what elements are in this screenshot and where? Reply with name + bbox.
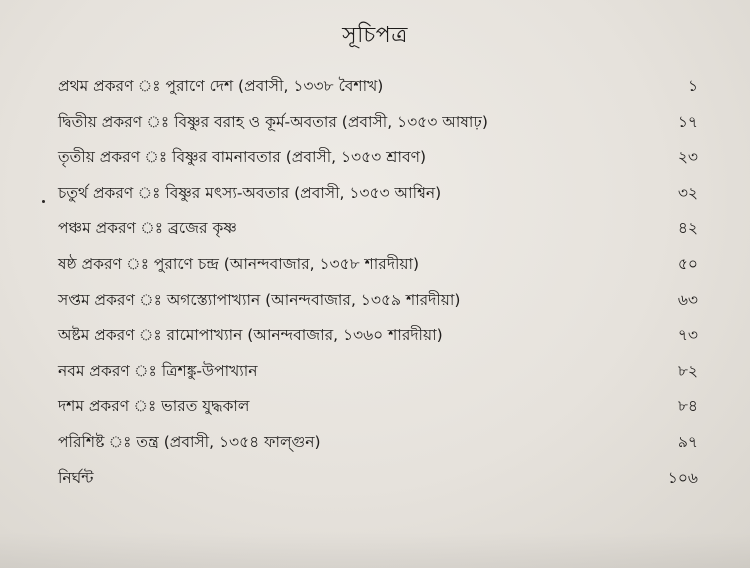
toc-entry-title: দ্বিতীয় প্রকরণ ঃ বিষ্ণুর বরাহ ও কূর্ম-অবতার (প্রবাসী, ১৩৫৩ আষাঢ়) bbox=[58, 112, 488, 131]
toc-entry bbox=[58, 432, 698, 468]
toc-entry bbox=[58, 112, 698, 148]
toc-entry-page: ১ bbox=[687, 77, 698, 95]
toc-entry-title: প্রথম প্রকরণ ঃ পুরাণে দেশ (প্রবাসী, ১৩৩৮ বৈশাখ) bbox=[58, 77, 384, 95]
toc-entry bbox=[58, 290, 698, 326]
toc-entry bbox=[58, 147, 698, 183]
toc-entry-title: পঞ্চম প্রকরণ ঃ ব্রজের কৃষ্ণ bbox=[58, 219, 237, 238]
page-shadow bbox=[0, 532, 750, 568]
toc-entry-title: পরিশিষ্ট ঃ তন্ত্র (প্রবাসী, ১৩৫৪ ফাল্গুন) bbox=[58, 432, 321, 451]
toc-entry bbox=[58, 396, 698, 432]
toc-entry-page: ৩২ bbox=[677, 183, 698, 202]
toc-entry-page: ৫০ bbox=[677, 254, 698, 273]
toc-entry-page: ৭৩ bbox=[677, 326, 698, 345]
toc-entry-page: ১০৬ bbox=[667, 468, 698, 487]
toc-entry bbox=[58, 325, 698, 361]
toc-entry-title: সপ্তম প্রকরণ ঃ অগস্ত্যোপাখ্যান (আনন্দবাজার, ১৩৫৯ শারদীয়া) bbox=[58, 290, 461, 309]
ink-dot bbox=[42, 200, 45, 203]
toc-entry bbox=[58, 76, 698, 112]
toc-entry bbox=[58, 183, 698, 219]
toc-entry-page: ৯৭ bbox=[677, 432, 698, 451]
toc-entry bbox=[58, 468, 698, 504]
table-of-contents bbox=[58, 76, 698, 503]
page-title: সূচিপত্র bbox=[342, 23, 408, 48]
toc-entry-title: ষষ্ঠ প্রকরণ ঃ পুরাণে চন্দ্র (আনন্দবাজার, ১৩৫৮ শারদীয়া) bbox=[58, 254, 420, 273]
toc-entry-page: ১৭ bbox=[677, 112, 698, 131]
toc-entry-title: তৃতীয় প্রকরণ ঃ বিষ্ণুর বামনাবতার (প্রবাসী, ১৩৫৩ শ্রাবণ) bbox=[58, 148, 426, 167]
toc-entry bbox=[58, 218, 698, 254]
toc-entry-title: অষ্টম প্রকরণ ঃ রামোপাখ্যান (আনন্দবাজার, ১৩৬০ শারদীয়া) bbox=[58, 326, 443, 345]
toc-entry-page: ৬৩ bbox=[677, 290, 698, 309]
toc-entry-title: নবম প্রকরণ ঃ ত্রিশঙ্কু-উপাখ্যান bbox=[58, 361, 258, 380]
toc-entry-title: দশম প্রকরণ ঃ ভারত যুদ্ধকাল bbox=[58, 397, 250, 416]
toc-entry-page: ৮৪ bbox=[677, 397, 698, 416]
toc-entry bbox=[58, 254, 698, 290]
toc-entry bbox=[58, 361, 698, 397]
toc-entry-title: নির্ঘন্ট bbox=[58, 468, 94, 487]
toc-entry-title: চতুর্থ প্রকরণ ঃ বিষ্ণুর মৎস্য-অবতার (প্রবাসী, ১৩৫৩ আশ্বিন) bbox=[58, 183, 442, 202]
toc-entry-page: ৪২ bbox=[677, 219, 698, 238]
toc-entry-page: ৮২ bbox=[677, 361, 698, 380]
toc-entry-page: ২৩ bbox=[677, 148, 698, 167]
